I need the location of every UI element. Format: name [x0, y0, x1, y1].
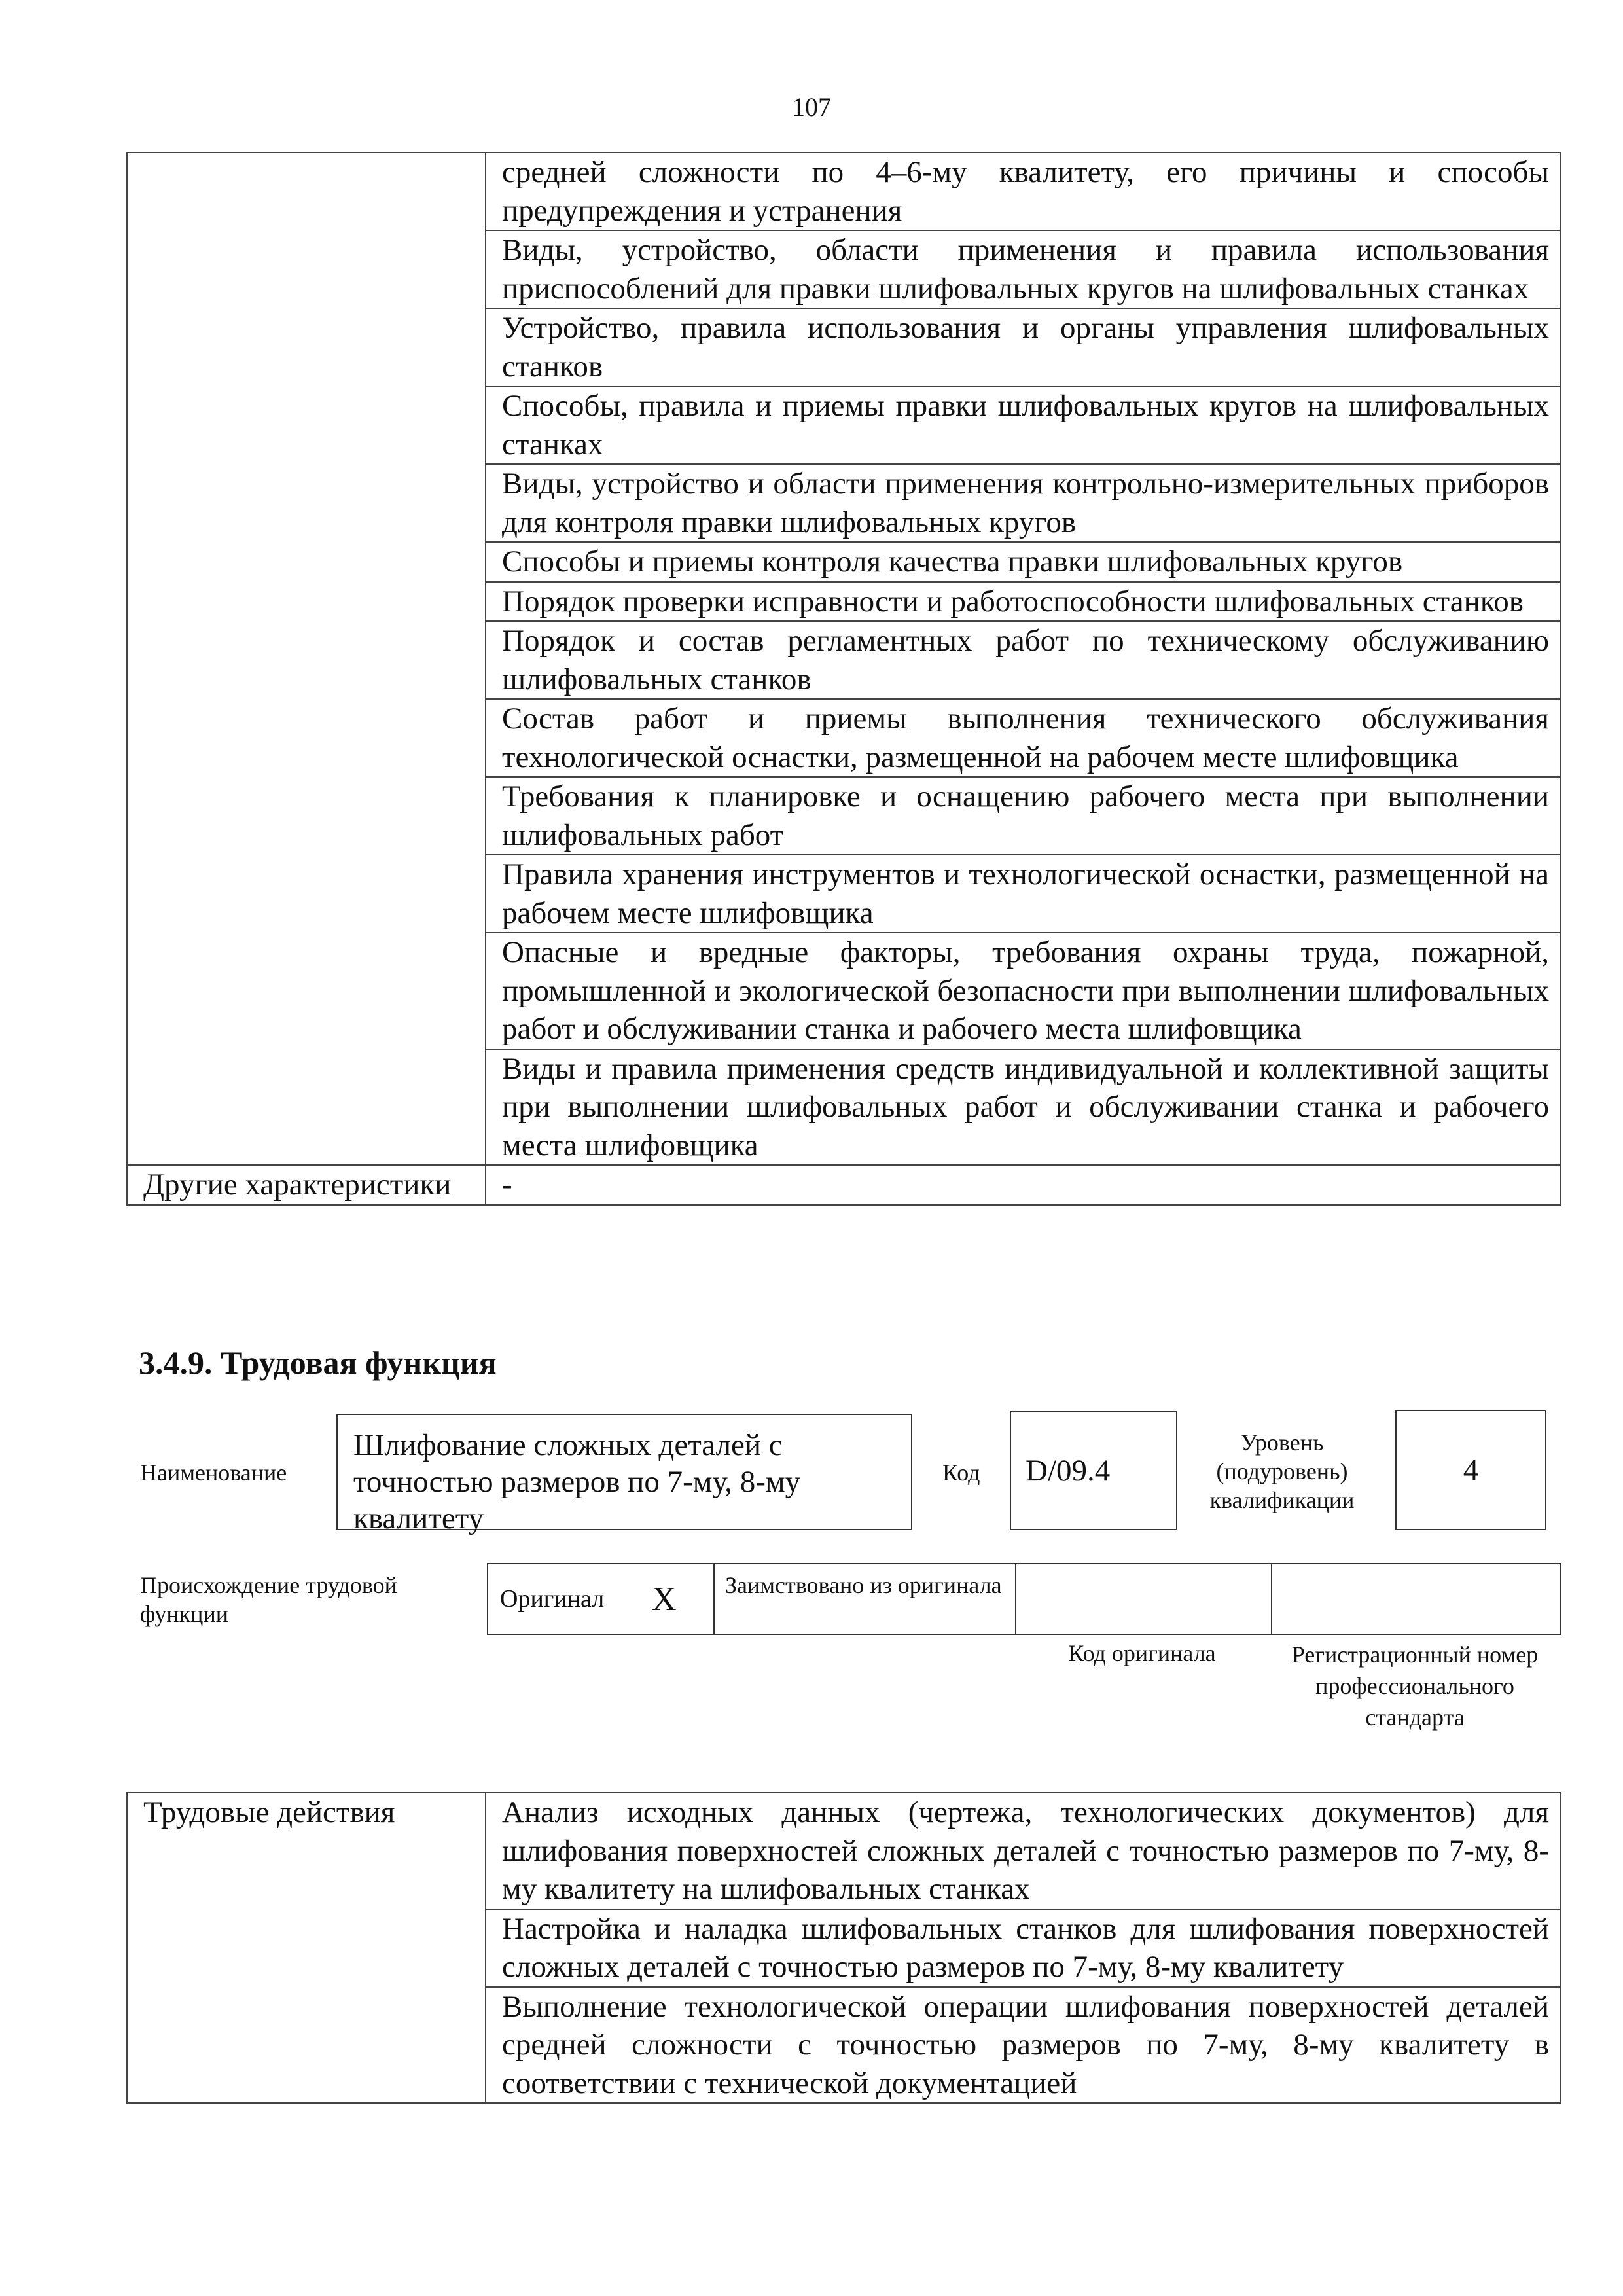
table-row	[127, 1793, 1560, 1909]
borrowed-cell	[725, 1564, 1013, 1634]
labor-action-item: Анализ исходных данных (чертежа, технологических документов) для шлифования поверхностей сложных деталей с точностью размеров по 7-му, 8-му квалитету на шлифовальных станках	[486, 1793, 1560, 1909]
labor-action-item: Выполнение технологической операции шлифования поверхностей деталей средней сложности с точностью размеров по 7-му, 8-му квалитету в соответствии с технической документацией	[486, 1987, 1560, 2104]
original-label: Оригинал	[500, 1585, 605, 1613]
name-label: Наименование	[140, 1460, 287, 1486]
other-characteristics-value: -	[486, 1165, 1560, 1205]
knowledge-item: Состав работ и приемы выполнения технического обслуживания технологической оснастки, размещенной на рабочем месте шлифовщика	[486, 699, 1560, 777]
origin-divider	[1271, 1564, 1272, 1634]
knowledge-item: Способы и приемы контроля качества правки шлифовальных кругов	[486, 542, 1560, 582]
knowledge-item: Устройство, правила использования и органы управления шлифовальных станков	[486, 308, 1560, 386]
labor-actions-table	[126, 1792, 1561, 2104]
section-heading: 3.4.9. Трудовая функция	[139, 1344, 497, 1381]
knowledge-item: средней сложности по 4–6-му квалитету, его причины и способы предупреждения и устранения	[486, 152, 1560, 230]
code-label: Код	[942, 1460, 980, 1486]
origin-label: Происхождение трудовой функции	[140, 1572, 397, 1627]
knowledge-item: Правила хранения инструментов и технологической оснастки, размещенной на рабочем месте шлифовщика	[486, 855, 1560, 933]
original-mark: X	[652, 1580, 677, 1618]
knowledge-item: Виды, устройство и области применения контрольно-измерительных приборов для контроля правки шлифовальных кругов	[486, 464, 1560, 542]
knowledge-item: Порядок проверки исправности и работоспособности шлифовальных станков	[486, 582, 1560, 622]
knowledge-item: Виды и правила применения средств индивидуальной и коллективной защиты при выполнении шлифовальных работ и обслуживании станка и рабочего места шлифовщика	[486, 1049, 1560, 1166]
origin-row	[487, 1563, 1561, 1635]
level-label: Уровень (подуровень) квалификации	[1209, 1429, 1355, 1513]
original-label-cell	[500, 1564, 618, 1634]
knowledge-item: Требования к планировке и оснащению рабочего места при выполнении шлифовальных работ	[486, 777, 1560, 855]
code-value: D/09.4	[1026, 1454, 1111, 1488]
page-number: 107	[792, 92, 831, 122]
knowledge-item: Опасные и вредные факторы, требования охраны труда, пожарной, промышленной и экологической безопасности при выполнении шлифовальных работ и обслуживании станка и рабочего места шлифовщика	[486, 933, 1560, 1049]
origin-divider	[713, 1564, 715, 1634]
knowledge-label-cell	[127, 152, 486, 1165]
labor-action-item: Настройка и наладка шлифовальных станков для шлифования поверхностей сложных деталей с точностью размеров по 7-му, 8-му квалитету	[486, 1909, 1560, 1987]
knowledge-item: Способы, правила и приемы правки шлифовальных кругов на шлифовальных станках	[486, 386, 1560, 464]
table-row	[127, 152, 1560, 230]
knowledge-item: Порядок и состав регламентных работ по техническому обслуживанию шлифовальных станков	[486, 621, 1560, 699]
code-box	[1010, 1411, 1177, 1530]
table-row	[127, 1165, 1560, 1205]
knowledge-table	[126, 152, 1561, 1206]
level-box	[1395, 1410, 1546, 1530]
original-mark-cell	[652, 1564, 704, 1634]
original-code-caption: Код оригинала	[1068, 1640, 1216, 1666]
knowledge-item: Виды, устройство, области применения и правила использования приспособлений для правки шлифовальных кругов на шлифовальных станках	[486, 230, 1560, 308]
reg-number-caption: Регистрационный номер профессионального стандарта	[1291, 1641, 1539, 1731]
labor-actions-label-cell: Трудовые действия	[127, 1793, 486, 2103]
level-value: 4	[1463, 1453, 1479, 1487]
borrowed-label: Заимствовано из оригинала	[725, 1572, 1002, 1598]
name-box	[336, 1414, 912, 1535]
name-value: Шлифование сложных деталей с точностью размеров по 7-му, 8-му квалитету	[353, 1428, 801, 1535]
origin-divider	[1015, 1564, 1016, 1634]
other-characteristics-label: Другие характеристики	[127, 1165, 486, 1205]
